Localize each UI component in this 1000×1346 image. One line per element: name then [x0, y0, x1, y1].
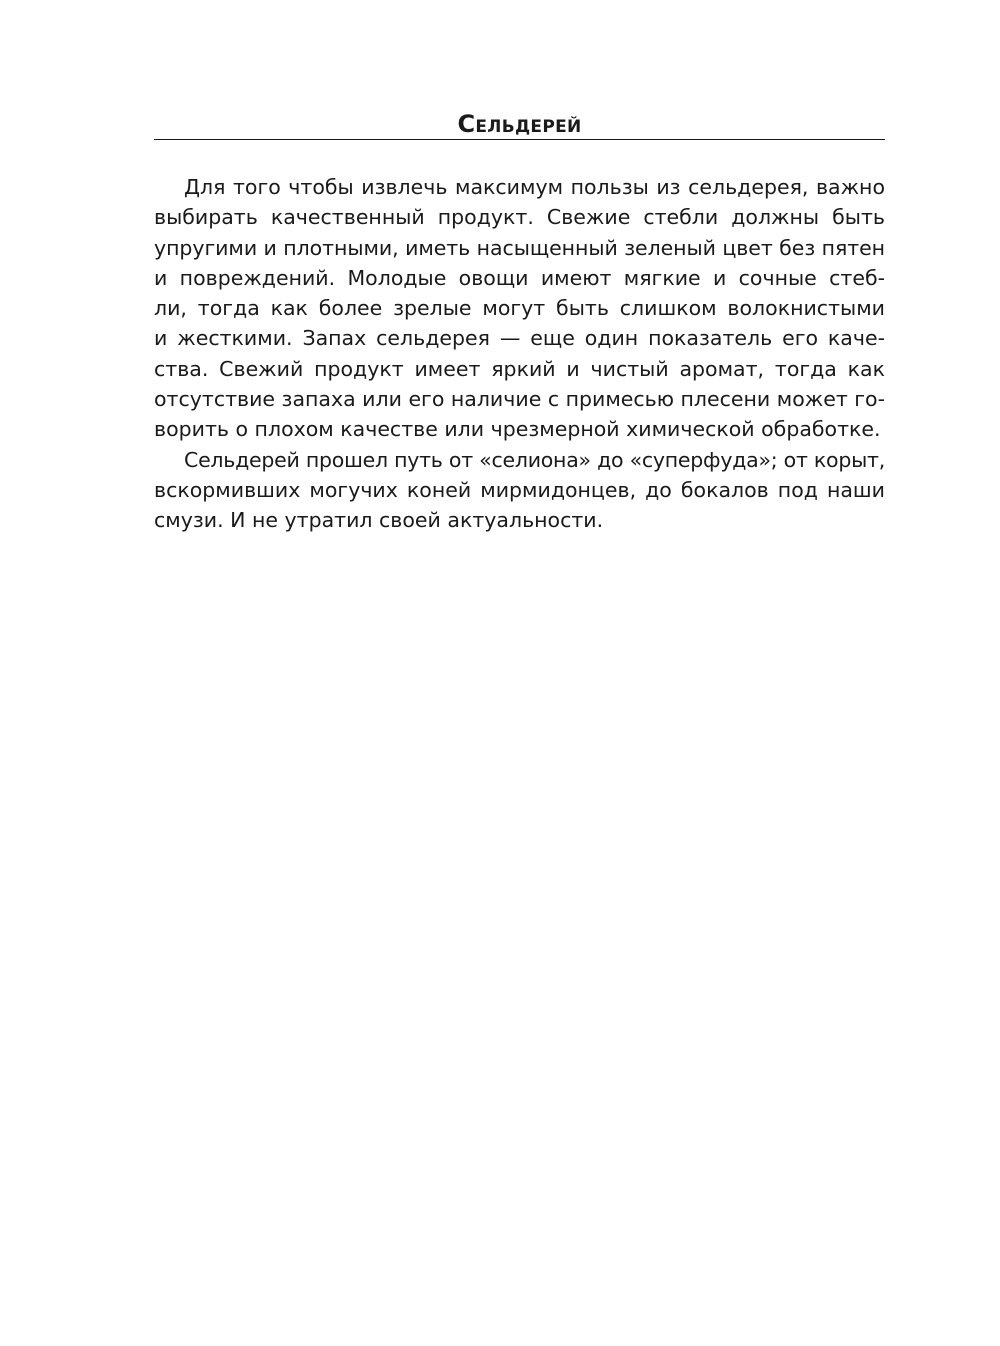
text-line: выбирать качественный продукт. Свежие стебли должны быть — [154, 205, 885, 230]
text-line: Сельдерей прошел путь от «селиона» до «суперфуда»; от корыт, — [184, 447, 886, 472]
text-line: Для того чтобы извлечь максимум пользы из сельдерея, важно — [184, 175, 885, 199]
running-title: Сельдерей — [457, 110, 582, 138]
body-text — [154, 172, 885, 536]
paragraph-2 — [154, 445, 885, 536]
text-line: ворить о плохом качестве или чрезмерной химической обработке. — [154, 417, 881, 442]
text-line: и повреждений. Молодые овощи имеют мягкие и сочные стеб- — [154, 265, 885, 290]
text-line: вскормивших могучих коней мирмидонцев, до бокалов под наши — [154, 477, 885, 502]
text-line: ли, тогда как более зрелые могут быть слишком волокнистыми — [154, 296, 885, 321]
text-line: отсутствие запаха или его наличие с примесью плесени может го- — [154, 387, 885, 412]
text-line: и жесткими. Запах сельдерея — еще один показатель его каче- — [154, 326, 885, 351]
text-line: смузи. И не утратил своей актуальности. — [154, 508, 604, 533]
text-line: ства. Свежий продукт имеет яркий и чистый аромат, тогда как — [154, 356, 885, 381]
paragraph-1 — [154, 172, 885, 445]
header-rule — [154, 139, 885, 140]
text-line: упругими и плотными, иметь насыщенный зеленый цвет без пятен — [154, 235, 886, 260]
